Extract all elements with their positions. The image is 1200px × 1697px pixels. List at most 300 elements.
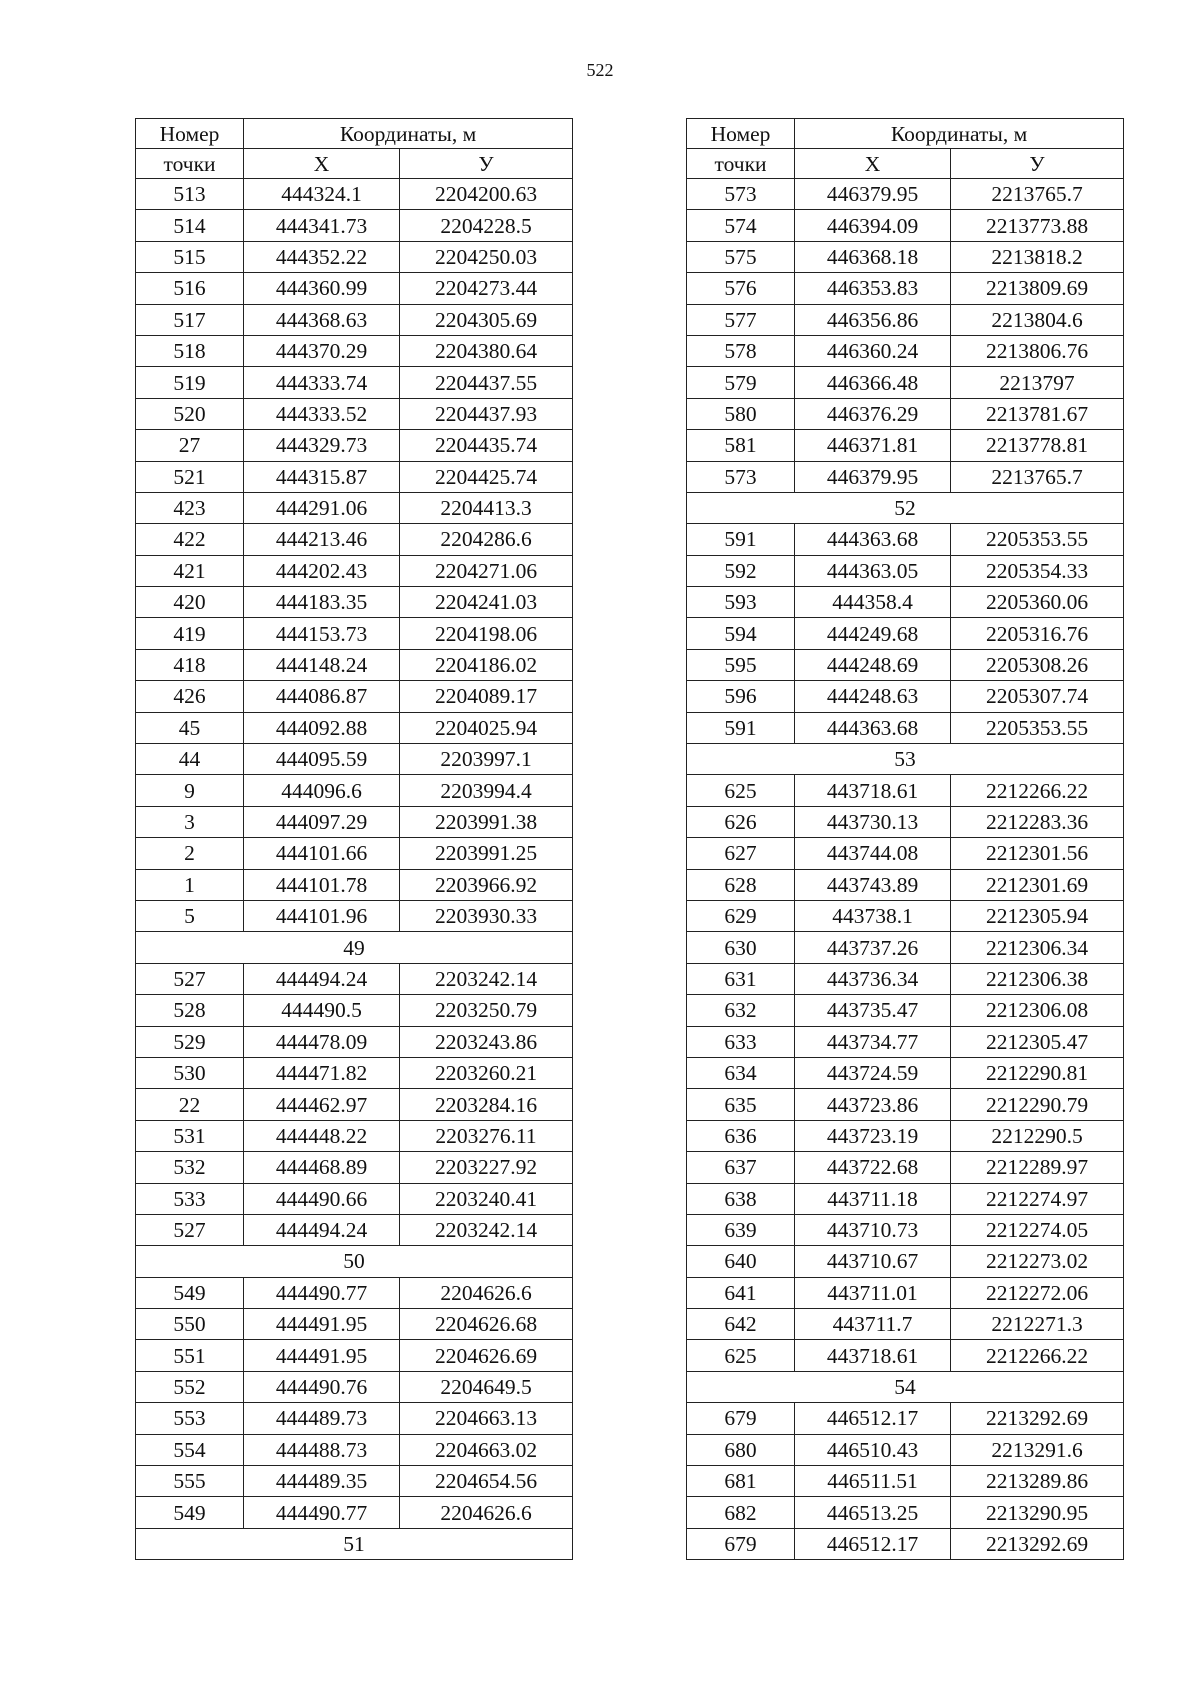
cell-point-number: 550: [136, 1309, 244, 1340]
table-row: [136, 179, 573, 210]
cell-y: 2203276.11: [400, 1120, 573, 1151]
cell-x: 444183.35: [244, 587, 400, 618]
cell-point-number: 517: [136, 304, 244, 335]
cell-x: 444494.24: [244, 963, 400, 994]
cell-x: 443723.86: [795, 1089, 951, 1120]
cell-y: 2205354.33: [951, 555, 1124, 586]
cell-point-number: 426: [136, 681, 244, 712]
cell-y: 2204250.03: [400, 241, 573, 272]
cell-y: 2205353.55: [951, 712, 1124, 743]
table-row: [136, 1089, 573, 1120]
cell-y: 2212274.05: [951, 1214, 1124, 1245]
table-row: [136, 869, 573, 900]
section-row: [136, 1528, 573, 1559]
cell-x: 446353.83: [795, 273, 951, 304]
table-row: [136, 744, 573, 775]
table-row: [136, 335, 573, 366]
cell-x: 444086.87: [244, 681, 400, 712]
cell-y: 2213292.69: [951, 1528, 1124, 1559]
cell-y: 2213804.6: [951, 304, 1124, 335]
cell-x: 444471.82: [244, 1057, 400, 1088]
cell-x: 444249.68: [795, 618, 951, 649]
cell-y: 2203242.14: [400, 1214, 573, 1245]
cell-point-number: 532: [136, 1152, 244, 1183]
cell-x: 446368.18: [795, 241, 951, 272]
cell-x: 446356.86: [795, 304, 951, 335]
table-row: [136, 1120, 573, 1151]
cell-x: 444148.24: [244, 649, 400, 680]
cell-y: 2204626.6: [400, 1277, 573, 1308]
cell-x: 444488.73: [244, 1434, 400, 1465]
table-row: [687, 649, 1124, 680]
table-row: [687, 963, 1124, 994]
table-row: [136, 995, 573, 1026]
cell-x: 444096.6: [244, 775, 400, 806]
table-row: [687, 775, 1124, 806]
table-row: [687, 210, 1124, 241]
section-number: 50: [136, 1246, 573, 1277]
cell-x: 444491.95: [244, 1340, 400, 1371]
cell-point-number: 591: [687, 712, 795, 743]
cell-x: 443710.73: [795, 1214, 951, 1245]
cell-y: 2204200.63: [400, 179, 573, 210]
cell-point-number: 516: [136, 273, 244, 304]
cell-x: 446511.51: [795, 1466, 951, 1497]
cell-x: 444490.77: [244, 1277, 400, 1308]
cell-x: 443711.18: [795, 1183, 951, 1214]
cell-y: 2204271.06: [400, 555, 573, 586]
cell-point-number: 527: [136, 1214, 244, 1245]
cell-y: 2204435.74: [400, 430, 573, 461]
table-row: [136, 524, 573, 555]
section-number: 54: [687, 1371, 1124, 1402]
cell-y: 2212290.5: [951, 1120, 1124, 1151]
cell-y: 2203966.92: [400, 869, 573, 900]
cell-point-number: 2: [136, 838, 244, 869]
header-point-number-line2: точки: [687, 149, 795, 179]
cell-x: 443738.1: [795, 900, 951, 931]
header-coordinates: Координаты, м: [795, 119, 1124, 149]
cell-point-number: 626: [687, 806, 795, 837]
cell-y: 2203243.86: [400, 1026, 573, 1057]
cell-x: 444341.73: [244, 210, 400, 241]
table-row: [136, 1026, 573, 1057]
cell-x: 443737.26: [795, 932, 951, 963]
cell-x: 444363.05: [795, 555, 951, 586]
cell-x: 444360.99: [244, 273, 400, 304]
cell-y: 2205353.55: [951, 524, 1124, 555]
table-row: [687, 587, 1124, 618]
cell-x: 444448.22: [244, 1120, 400, 1151]
cell-x: 443710.67: [795, 1246, 951, 1277]
table-row: [136, 304, 573, 335]
cell-x: 446379.95: [795, 179, 951, 210]
cell-point-number: 578: [687, 335, 795, 366]
cell-point-number: 27: [136, 430, 244, 461]
cell-y: 2203994.4: [400, 775, 573, 806]
cell-y: 2213289.86: [951, 1466, 1124, 1497]
cell-point-number: 515: [136, 241, 244, 272]
section-number: 53: [687, 744, 1124, 775]
cell-y: 2205308.26: [951, 649, 1124, 680]
cell-y: 2203284.16: [400, 1089, 573, 1120]
cell-x: 444248.69: [795, 649, 951, 680]
cell-y: 2203997.1: [400, 744, 573, 775]
cell-point-number: 592: [687, 555, 795, 586]
table-row: [136, 210, 573, 241]
cell-y: 2213809.69: [951, 273, 1124, 304]
table-row: [136, 712, 573, 743]
cell-point-number: 552: [136, 1371, 244, 1402]
table-row: [136, 1214, 573, 1245]
table-row: [136, 241, 573, 272]
cell-x: 444324.1: [244, 179, 400, 210]
table-row: [136, 806, 573, 837]
cell-x: 444097.29: [244, 806, 400, 837]
table-row: [136, 1497, 573, 1528]
table-row: [136, 1434, 573, 1465]
section-number: 52: [687, 492, 1124, 523]
section-row: [136, 932, 573, 963]
cell-point-number: 1: [136, 869, 244, 900]
cell-y: 2203991.38: [400, 806, 573, 837]
header-y: У: [951, 149, 1124, 179]
cell-x: 444490.66: [244, 1183, 400, 1214]
cell-x: 446394.09: [795, 210, 951, 241]
cell-point-number: 594: [687, 618, 795, 649]
cell-point-number: 638: [687, 1183, 795, 1214]
cell-y: 2204626.68: [400, 1309, 573, 1340]
cell-y: 2203930.33: [400, 900, 573, 931]
table-row: [687, 461, 1124, 492]
cell-y: 2204198.06: [400, 618, 573, 649]
cell-x: 444462.97: [244, 1089, 400, 1120]
table-row: [687, 1246, 1124, 1277]
cell-x: 444490.76: [244, 1371, 400, 1402]
cell-y: 2204663.13: [400, 1403, 573, 1434]
table-row: [136, 1309, 573, 1340]
cell-point-number: 591: [687, 524, 795, 555]
cell-x: 443735.47: [795, 995, 951, 1026]
cell-point-number: 551: [136, 1340, 244, 1371]
cell-y: 2212306.38: [951, 963, 1124, 994]
cell-y: 2213292.69: [951, 1403, 1124, 1434]
table-row: [687, 1057, 1124, 1088]
table-row: [136, 649, 573, 680]
table-row: [136, 587, 573, 618]
table-row: [136, 963, 573, 994]
section-row: [136, 1246, 573, 1277]
cell-y: 2212306.08: [951, 995, 1124, 1026]
cell-y: 2212273.02: [951, 1246, 1124, 1277]
table-row: [687, 524, 1124, 555]
cell-y: 2204228.5: [400, 210, 573, 241]
cell-x: 444468.89: [244, 1152, 400, 1183]
cell-y: 2213765.7: [951, 179, 1124, 210]
cell-x: 443718.61: [795, 775, 951, 806]
table-row: [687, 398, 1124, 429]
header-point-number: Номер: [687, 119, 795, 149]
cell-y: 2204663.02: [400, 1434, 573, 1465]
header-x: X: [244, 149, 400, 179]
cell-point-number: 530: [136, 1057, 244, 1088]
table-row: [687, 555, 1124, 586]
cell-x: 444248.63: [795, 681, 951, 712]
cell-x: 443730.13: [795, 806, 951, 837]
cell-point-number: 641: [687, 1277, 795, 1308]
cell-point-number: 573: [687, 461, 795, 492]
cell-y: 2213797: [951, 367, 1124, 398]
cell-x: 446360.24: [795, 335, 951, 366]
table-row: [687, 273, 1124, 304]
cell-x: 444315.87: [244, 461, 400, 492]
table-body-left: [136, 179, 573, 1560]
cell-point-number: 521: [136, 461, 244, 492]
cell-point-number: 679: [687, 1528, 795, 1559]
table-row: [687, 335, 1124, 366]
cell-x: 444490.5: [244, 995, 400, 1026]
cell-point-number: 633: [687, 1026, 795, 1057]
table-row: [136, 1152, 573, 1183]
cell-x: 443722.68: [795, 1152, 951, 1183]
cell-y: 2212290.81: [951, 1057, 1124, 1088]
table-row: [687, 932, 1124, 963]
table-row: [136, 775, 573, 806]
table-row: [687, 1434, 1124, 1465]
cell-x: 444095.59: [244, 744, 400, 775]
cell-point-number: 514: [136, 210, 244, 241]
cell-y: 2204437.93: [400, 398, 573, 429]
cell-y: 2204380.64: [400, 335, 573, 366]
cell-y: 2203250.79: [400, 995, 573, 1026]
table-row: [136, 1183, 573, 1214]
table-row: [687, 1026, 1124, 1057]
cell-x: 444490.77: [244, 1497, 400, 1528]
coordinates-table-left: [135, 118, 573, 1560]
cell-point-number: 642: [687, 1309, 795, 1340]
cell-y: 2213781.67: [951, 398, 1124, 429]
cell-y: 2213818.2: [951, 241, 1124, 272]
cell-x: 444291.06: [244, 492, 400, 523]
cell-x: 446371.81: [795, 430, 951, 461]
cell-point-number: 529: [136, 1026, 244, 1057]
cell-x: 444363.68: [795, 712, 951, 743]
cell-x: 444333.74: [244, 367, 400, 398]
table-row: [136, 1057, 573, 1088]
cell-y: 2204241.03: [400, 587, 573, 618]
table-row: [687, 1120, 1124, 1151]
cell-point-number: 681: [687, 1466, 795, 1497]
table-row: [687, 179, 1124, 210]
cell-x: 444363.68: [795, 524, 951, 555]
cell-x: 446510.43: [795, 1434, 951, 1465]
cell-point-number: 533: [136, 1183, 244, 1214]
cell-point-number: 636: [687, 1120, 795, 1151]
cell-y: 2205360.06: [951, 587, 1124, 618]
cell-x: 443744.08: [795, 838, 951, 869]
cell-point-number: 513: [136, 179, 244, 210]
cell-y: 2212274.97: [951, 1183, 1124, 1214]
cell-point-number: 418: [136, 649, 244, 680]
table-row: [687, 838, 1124, 869]
cell-y: 2204273.44: [400, 273, 573, 304]
cell-point-number: 549: [136, 1277, 244, 1308]
cell-point-number: 22: [136, 1089, 244, 1120]
cell-point-number: 422: [136, 524, 244, 555]
cell-y: 2212301.69: [951, 869, 1124, 900]
table-row: [687, 1403, 1124, 1434]
cell-x: 446513.25: [795, 1497, 951, 1528]
cell-point-number: 420: [136, 587, 244, 618]
cell-x: 443718.61: [795, 1340, 951, 1371]
cell-y: 2212271.3: [951, 1309, 1124, 1340]
table-row: [687, 367, 1124, 398]
table-row: [136, 1340, 573, 1371]
table-row: [136, 555, 573, 586]
cell-point-number: 531: [136, 1120, 244, 1151]
table-row: [136, 1371, 573, 1402]
table-row: [136, 461, 573, 492]
section-number: 51: [136, 1528, 573, 1559]
cell-point-number: 596: [687, 681, 795, 712]
table-row: [687, 1497, 1124, 1528]
cell-point-number: 680: [687, 1434, 795, 1465]
cell-point-number: 576: [687, 273, 795, 304]
cell-y: 2212266.22: [951, 1340, 1124, 1371]
cell-y: 2203260.21: [400, 1057, 573, 1088]
cell-point-number: 635: [687, 1089, 795, 1120]
cell-point-number: 625: [687, 1340, 795, 1371]
header-coordinates: Координаты, м: [244, 119, 573, 149]
cell-point-number: 640: [687, 1246, 795, 1277]
cell-x: 444489.35: [244, 1466, 400, 1497]
cell-point-number: 527: [136, 963, 244, 994]
table-row: [687, 1089, 1124, 1120]
table-row: [687, 241, 1124, 272]
cell-x: 444213.46: [244, 524, 400, 555]
cell-y: 2212272.06: [951, 1277, 1124, 1308]
table-row: [136, 618, 573, 649]
table-row: [687, 304, 1124, 335]
cell-x: 443711.7: [795, 1309, 951, 1340]
table-row: [136, 1466, 573, 1497]
cell-x: 444358.4: [795, 587, 951, 618]
table-row: [687, 1466, 1124, 1497]
cell-y: 2212289.97: [951, 1152, 1124, 1183]
cell-x: 444092.88: [244, 712, 400, 743]
cell-y: 2213290.95: [951, 1497, 1124, 1528]
cell-x: 444478.09: [244, 1026, 400, 1057]
header-y: У: [400, 149, 573, 179]
cell-y: 2212290.79: [951, 1089, 1124, 1120]
cell-point-number: 630: [687, 932, 795, 963]
cell-y: 2204654.56: [400, 1466, 573, 1497]
cell-point-number: 421: [136, 555, 244, 586]
cell-point-number: 518: [136, 335, 244, 366]
table-row: [687, 1528, 1124, 1559]
cell-x: 446376.29: [795, 398, 951, 429]
cell-y: 2204089.17: [400, 681, 573, 712]
cell-point-number: 3: [136, 806, 244, 837]
table-row: [136, 900, 573, 931]
table-row: [136, 367, 573, 398]
cell-point-number: 574: [687, 210, 795, 241]
table-row: [136, 681, 573, 712]
cell-point-number: 629: [687, 900, 795, 931]
cell-x: 444153.73: [244, 618, 400, 649]
cell-point-number: 554: [136, 1434, 244, 1465]
cell-point-number: 581: [687, 430, 795, 461]
cell-x: 444101.96: [244, 900, 400, 931]
cell-y: 2204649.5: [400, 1371, 573, 1402]
cell-point-number: 679: [687, 1403, 795, 1434]
table-row: [136, 1403, 573, 1434]
table-row: [687, 618, 1124, 649]
table-row: [687, 1152, 1124, 1183]
table-row: [687, 995, 1124, 1026]
cell-x: 444494.24: [244, 1214, 400, 1245]
table-row: [687, 430, 1124, 461]
cell-y: 2203991.25: [400, 838, 573, 869]
table-row: [136, 398, 573, 429]
cell-point-number: 627: [687, 838, 795, 869]
cell-x: 444101.78: [244, 869, 400, 900]
cell-point-number: 419: [136, 618, 244, 649]
header-point-number-line2: точки: [136, 149, 244, 179]
cell-point-number: 682: [687, 1497, 795, 1528]
table-row: [687, 1183, 1124, 1214]
cell-point-number: 9: [136, 775, 244, 806]
table-row: [136, 1277, 573, 1308]
cell-y: 2204425.74: [400, 461, 573, 492]
cell-y: 2213806.76: [951, 335, 1124, 366]
cell-y: 2213291.6: [951, 1434, 1124, 1465]
cell-point-number: 553: [136, 1403, 244, 1434]
coordinates-table-right: [686, 118, 1124, 1560]
table-row: [687, 806, 1124, 837]
cell-point-number: 520: [136, 398, 244, 429]
cell-y: 2205316.76: [951, 618, 1124, 649]
header-x: X: [795, 149, 951, 179]
cell-point-number: 519: [136, 367, 244, 398]
cell-y: 2204186.02: [400, 649, 573, 680]
section-row: [687, 492, 1124, 523]
table-row: [687, 681, 1124, 712]
table-row: [687, 1214, 1124, 1245]
cell-x: 443723.19: [795, 1120, 951, 1151]
cell-x: 444101.66: [244, 838, 400, 869]
cell-point-number: 628: [687, 869, 795, 900]
cell-point-number: 580: [687, 398, 795, 429]
cell-y: 2203240.41: [400, 1183, 573, 1214]
section-row: [687, 1371, 1124, 1402]
cell-y: 2204626.6: [400, 1497, 573, 1528]
cell-y: 2203242.14: [400, 963, 573, 994]
cell-x: 444370.29: [244, 335, 400, 366]
cell-x: 446512.17: [795, 1403, 951, 1434]
cell-point-number: 577: [687, 304, 795, 335]
cell-y: 2204437.55: [400, 367, 573, 398]
cell-point-number: 573: [687, 179, 795, 210]
cell-y: 2212301.56: [951, 838, 1124, 869]
cell-x: 443736.34: [795, 963, 951, 994]
cell-y: 2212266.22: [951, 775, 1124, 806]
header-point-number: Номер: [136, 119, 244, 149]
table-body-right: [687, 179, 1124, 1560]
cell-point-number: 45: [136, 712, 244, 743]
table-row: [136, 492, 573, 523]
cell-y: 2213778.81: [951, 430, 1124, 461]
